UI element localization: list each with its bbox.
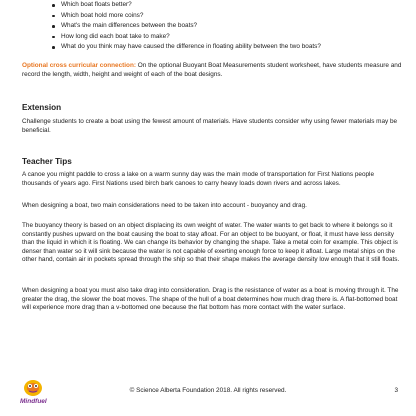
- page-number: 3: [394, 387, 398, 394]
- tips-paragraph: The buoyancy theory is based on an object displacing its own weight of water. The water wants to get back to where it belongs so it constantly pushes upward on the boat causing the boat to stay afloat. For an object to be buoyant, or float, it must have less density than the liquid in which it is floating. We can change its behavior by changing the shape. Take a metal coin for example. This object is denser than water so it will sink because the water is not capable of exerting enough force to keep it afloat. Large metal ships on the other hand, contain air in pockets spread through the ship so that their shape makes the average density low enough that it still floats.: [22, 222, 400, 264]
- optional-connection-text: On the optional Buoyant Boat Measurements student worksheet, have students measure and record the length, width, height and weight of each of the boat designs.: [22, 62, 402, 78]
- teacher-tips-heading: Teacher Tips: [22, 157, 72, 166]
- tips-paragraph: A canoe you might paddle to cross a lake on a warm sunny day was the main mode of transportation for First Nations people thousands of years ago. First Nations used birch bark canoes to carry heavy loads down rivers and across lakes.: [22, 171, 375, 187]
- question-list: [61, 0, 321, 53]
- logo-text: Mindfuel: [20, 398, 47, 405]
- list-item: How long did each boat take to make?: [61, 32, 321, 43]
- list-item: Which boat hold more coins?: [61, 11, 321, 22]
- list-item: What do you think may have caused the difference in floating ability between the two boats?: [61, 42, 321, 53]
- extension-heading: Extension: [22, 103, 62, 112]
- tips-paragraph: When designing a boat, two main considerations need to be taken into account - buoyancy and drag.: [22, 202, 307, 209]
- list-item: Which boat floats better?: [61, 0, 321, 11]
- extension-text: Challenge students to create a boat using the fewest amount of materials. Have students consider why using fewer materials may be beneficial.: [22, 118, 398, 134]
- tips-paragraph: When designing a boat you must also take drag into consideration. Drag is the resistance of water as a boat is moving through it. The greater the drag, the slower the boat moves. The shape of the hull of a boat determines how much drag there is. A flat-bottomed boat will experience more drag than a v-bottomed one because the flat bottom has more contact with the water surface.: [22, 287, 399, 312]
- optional-connection-label: Optional cross curricular connection:: [22, 62, 136, 69]
- copyright: © Science Alberta Foundation 2018. All rights reserved.: [129, 387, 287, 394]
- optional-connection-paragraph: [22, 62, 402, 79]
- list-item: What's the main differences between the boats?: [61, 21, 321, 32]
